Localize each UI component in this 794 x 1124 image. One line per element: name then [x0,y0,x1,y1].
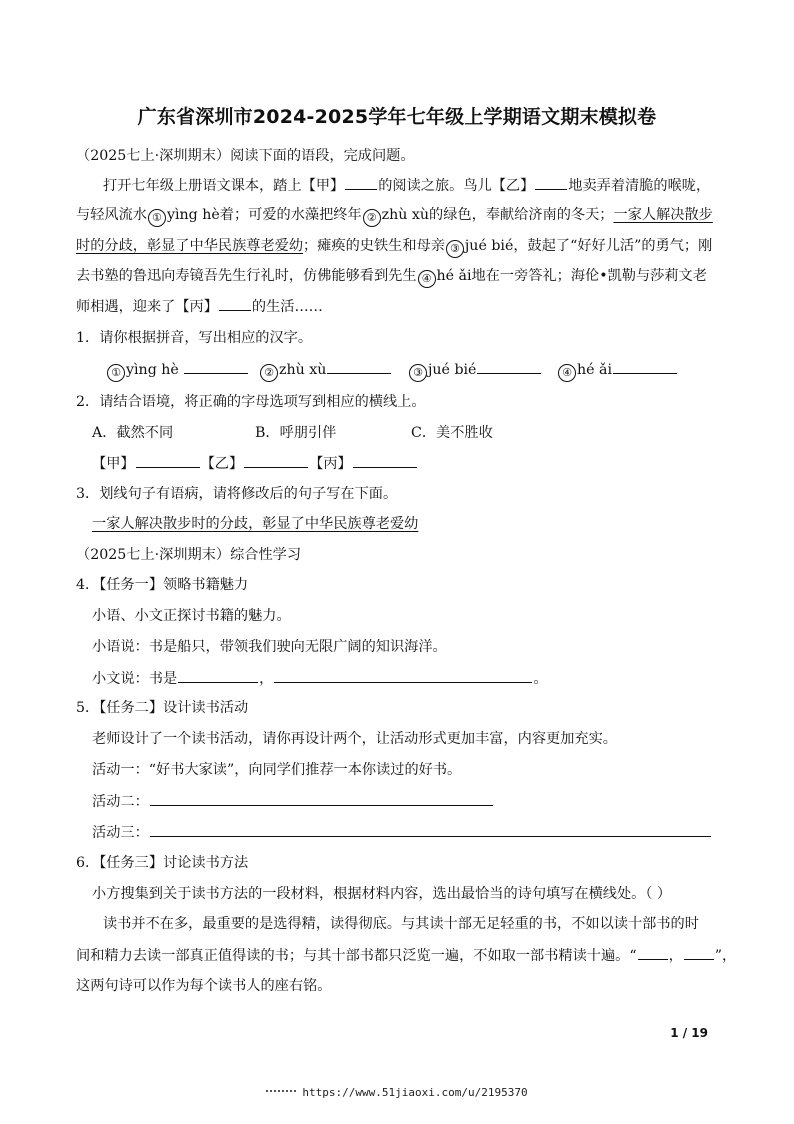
answer-blank[interactable] [327,359,391,374]
option-c: C．美不胜收 [411,425,493,441]
underlined-sentence: 一家人解决散步 [613,207,713,223]
q6-line: 读书并不在多，最重要的是选得精，读得彻底。与其读十部无足轻重的书，不如以读十部书的时 [103,916,699,932]
q6-line: 小方搜集到关于读书方法的一段材料，根据材料内容，选出最恰当的诗句填写在横线处。（ ） [92,886,672,902]
circled-number-2: ② [363,209,381,227]
q4-answer-line: 小文说：书是 ， 。 [92,668,548,689]
answer-blank-bing[interactable] [353,453,417,468]
blank-yi[interactable] [535,175,567,190]
q6-line: 间和精力去读一部真正值得读的书；与其十部书都只泛览一遍，不如取一部书精读十遍。“ ， ”， [76,945,736,966]
page-title: 广东省深圳市2024-2025学年七年级上学期语文期末模拟卷 [137,106,657,128]
question-1: 1．请你根据拼音，写出相应的汉字。 [76,330,313,346]
pinyin-item-2: ② zhù xù [259,359,392,382]
q5-activity-3: 活动三： [92,822,712,843]
q4-line: 小语说：书是船只，带领我们驶向无限广阔的知识海洋。 [92,639,447,655]
footer-watermark [0,1086,794,1099]
answer-blank[interactable] [184,359,248,374]
q5-activity-2: 活动二： [92,791,494,812]
passage-line: 打开七年级上册语文课本，踏上【甲】 的阅读之旅。鸟儿【乙】 地卖弄着清脆的喉咙， [103,175,710,196]
pinyin-item-4: ④ hé ǎi [557,359,678,382]
passage-line: 师相遇，迎来了【丙】 的生活…… [76,296,323,317]
pinyin-item-3: ③ jué bié [408,359,542,382]
q4-line: 小语、小文正探讨书籍的魅力。 [92,608,291,624]
answer-blank[interactable] [274,668,532,683]
answer-blank[interactable] [178,668,258,683]
blank-bing[interactable] [219,296,251,311]
question-3: 3．划线句子有语病，请将修改后的句子写在下面。 [76,486,398,502]
q6-line: 这两句诗可以作为每个读书人的座右铭。 [76,978,332,994]
answer-blank[interactable] [613,359,677,374]
answer-blank-yi[interactable] [244,453,308,468]
answer-blank[interactable] [684,945,714,960]
question-6: 6．【任务三】讨论读书方法 [76,855,249,871]
footer-url[interactable]: https://www.51jiaoxi.com/u/2195370 [302,1086,528,1099]
page-number: 1 / 19 [670,1026,708,1040]
watermark-icon [266,1090,296,1097]
passage-line: 去书塾的鲁迅向寿镜吾先生行礼时，仿佛能够看到先生 ④ hé ǎi地在一旁答礼；海伦•凯勒与莎莉文老 [76,266,707,288]
blank-jia[interactable] [345,175,377,190]
section-source: （2025七上·深圳期末）综合性学习 [76,547,302,563]
pinyin-item-1: ① yìng hè [106,359,249,382]
circled-number-3: ③ [446,240,464,258]
option-b: B．呼朋引伴 [255,425,337,441]
circled-number-4: ④ [418,270,436,288]
question-5: 5．【任务二】设计读书活动 [76,700,249,716]
answer-blank[interactable] [477,359,541,374]
q5-line: 老师设计了一个读书活动，请你再设计两个，让活动形式更加丰富，内容更加充实。 [92,731,617,747]
q5-line: 活动一：“好书大家读”，向同学们推荐一本你读过的好书。 [92,762,462,778]
circled-number-1: ① [148,209,166,227]
underlined-sentence: 时的分歧，彰显了中华民族尊老爱幼 [76,238,304,254]
question-4: 4．【任务一】领略书籍魅力 [76,577,249,593]
answer-blank[interactable] [150,791,493,806]
passage-line: 时的分歧，彰显了中华民族尊老爱幼；瘫痪的史铁生和母亲 ③ jué bié，鼓起了“好好儿活”的勇气；刚 [76,236,712,258]
q2-answer-row: 【甲】 【乙】 【丙】 [92,453,418,473]
answer-blank[interactable] [150,822,711,837]
q3-sentence: 一家人解决散步时的分歧，彰显了中华民族尊老爱幼 [92,516,419,532]
answer-blank[interactable] [638,945,668,960]
answer-blank-jia[interactable] [136,453,200,468]
section-source: （2025七上·深圳期末）阅读下面的语段，完成问题。 [76,148,415,164]
question-2: 2．请结合语境，将正确的字母选项写到相应的横线上。 [76,394,426,410]
passage-line: 与轻风流水 ① yìng hè着；可爱的水藻把终年 ② zhù xù的绿色，奉献给济南的冬天；一家人解决散步 [76,205,713,227]
option-a: A．截然不同 [92,425,174,441]
